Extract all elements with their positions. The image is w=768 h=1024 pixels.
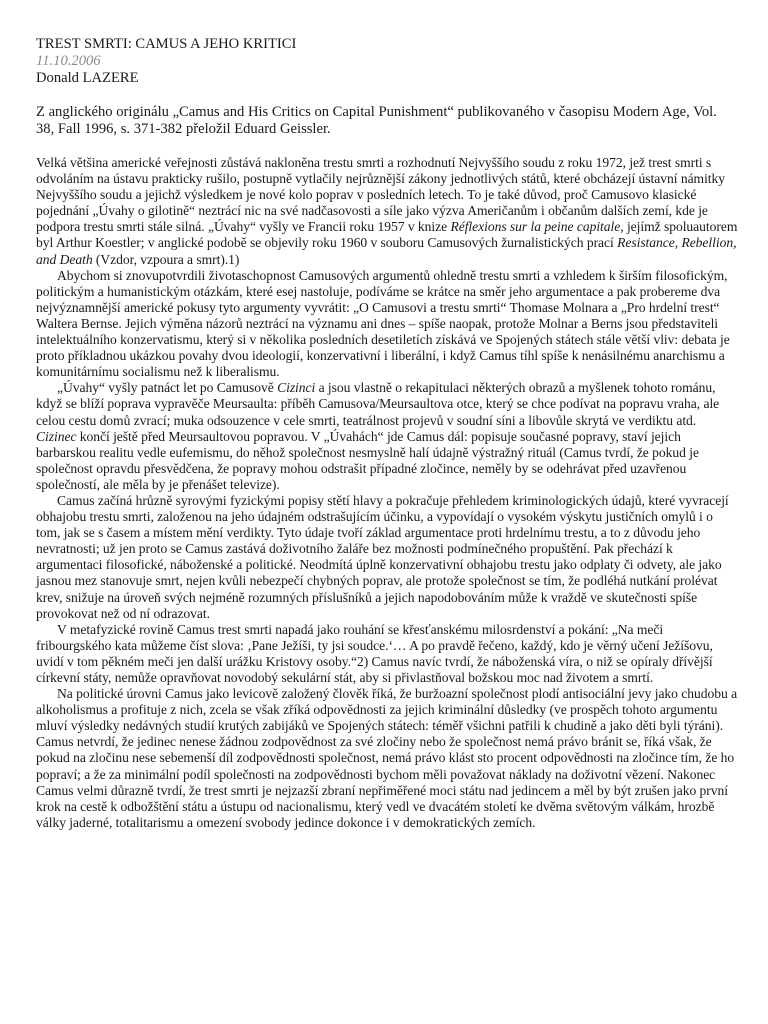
paragraph-text: končí ještě před Meursaultovou popravou. V „Úvahách“ jde Camus dál: popisuje současné popravy, staví jejich barbarskou realitu vedle eufemismu, do něhož společnost nesmyslně halí údajně výstražný rituál (Camus tvrdí, že pokud je společnost opravdu přesvědčena, že popravy mohou odstrašit případné zločince, neměly by se odehrávat před uzavřenou společností, ale měla by je přenášet televize). bbox=[36, 428, 699, 492]
body-paragraph bbox=[36, 268, 738, 381]
paragraph-text: Camus začíná hrůzně syrovými fyzickými popisy stětí hlavy a pokračuje přehledem kriminologických údajů, které vyvracejí obhajobu trestu smrti, založenou na jeho údajném odstrašujícím účinku, a vypovídají o vysokém výskytu justičních omylů i o tom, jak se s časem a místem mění verdikty. Tyto údaje tvoří základ argumentace proti hrdelnímu trestu, a to z důvodu jeho nevratnosti; už jen proto se Camus zastává doživotního žaláře bez možnosti podmínečného propuštění. Pak přechází k argumentaci filosofické, náboženské a politické. Neodmítá úplně konzervativní obhajobu trestu jako odplaty či odvety, ale jako jasnou mez stanovuje smrt, nejen kvůli nebezpečí chybných poprav, ale protože společnost se tím, že podléhá nutkání prolévat krev, snižuje na úroveň svých nejméně rozumných příslušníků a jejich napodobováním může k vraždě ve skutečnosti spíše provokovat než od ní odrazovat. bbox=[36, 492, 729, 621]
paragraph-text: V metafyzické rovině Camus trest smrti napadá jako rouhání se křesťanskému milosrdenství a pokání: „Na meči fribourgského kata můžeme číst slova: ‚Pane Ježíši, ty jsi soudce.‘… A po pravdě řečeno, každý, kdo je věrný učení Ježíšovu, uvidí v tom pěkném meči jen další urážku Kristovy osoby.“2) Camus navíc tvrdí, že náboženská víra, o niž se opíraly dřívější církevní státy, nemůže opravňovat novodobý sekulární stát, aby si přivlastňoval božskou moc nad životem a smrtí. bbox=[36, 621, 713, 685]
body-paragraph bbox=[36, 493, 738, 622]
paragraph-text: , jejímž spoluautorem byl Arthur Koestler; v anglické podobě se objevily roku 1960 v souboru Camusových žurnalistických prací bbox=[36, 219, 738, 251]
italic-title-text: Cizinci bbox=[277, 380, 316, 396]
paragraph-text: (Vzdor, vzpoura a smrt).1) bbox=[92, 251, 240, 267]
paragraph-text: „Úvahy“ vyšly patnáct let po Camusově bbox=[57, 380, 278, 396]
body-paragraph bbox=[36, 686, 738, 831]
article-title: TREST SMRTI: CAMUS A JEHO KRITICI bbox=[36, 36, 297, 52]
paragraph-text: a jsou vlastně o rekapitulaci některých obrazů a myšlenek tohoto románu, když se blíží poprava vypravěče Meursaulta: příběh Camusova/Meursaultova otce, který se chce podívat na popravu vraha, ale celou cestu domů zvrací; muka odsouzence v cele smrti, teatrálnost projevů v soudní síni a libovůle skrytá ve verdiktu atd. bbox=[36, 380, 720, 428]
italic-title-text: Resistance, Rebellion, and Death bbox=[36, 235, 737, 267]
body-paragraph bbox=[36, 380, 738, 493]
body-paragraph bbox=[36, 622, 738, 686]
article-author: Donald LAZERE bbox=[36, 70, 139, 86]
italic-title-text: Cizinec bbox=[36, 428, 77, 444]
paragraph-text: Abychom si znovupotvrdili životaschopnost Camusových argumentů ohledně trestu smrti a vzhledem k širším filosofickým, politickým a humanistickým otázkám, které esej nastoluje, podíváme se krátce na směr jeho argumentace a pak probereme dva nejvýznamnější americké pokusy tyto argumenty vyvrátit: „O Camusovi a trestu smrti“ Thomase Molnara a „Pro hrdelní trest“ Waltera Bernse. Jejich výměna názorů neztrácí na významu ani dnes – spíše naopak, protože Molnar a Berns jsou představiteli intelektuálního konzervatismu, který si v několika posledních desetiletích získává ve Spojených státech stále větší vliv: debata je proto příkladnou ukázkou povahy dvou ideologií, konzervativní i liberální, i když Camus tíhl spíše k nenásilnému anarchismu a komunitárnímu socialismu než k liberalismu. bbox=[36, 267, 730, 380]
paragraph-text: Na politické úrovni Camus jako levicově založený člověk říká, že buržoazní společnost plodí antisociální jevy jako chudobu a alkoholismus a profituje z nich, zcela se však zříká odpovědnosti za jejich kriminální důsledky (ve prospěch tohoto argumentu mluví výsledky nedávných studií krutých zabijáků ve Spojených státech: téměř všichni patřili k chudině a jako děti byli týráni). Camus netvrdí, že jedinec nenese žádnou zodpovědnost za své zločiny nebo že společnost nemá právo bránit se, říká však, že pokud na zločinu nese sebemenší díl zodpovědnosti společnost, nemá právo klást sto procent odpovědnosti na zločince tím, že ho popraví; a že za minimální podíl společnosti na zodpovědnosti bychom měli považovat náklady na doživotní vězení. Nakonec Camus velmi důrazně tvrdí, že trest smrti je nejzazší zbraní nepřiměřené moci státu nad jedincem a měl by být zrušen jako první krok na cestě k odbožštění státu a ústupu od nacionalismu, který vedl ve dvacátém století ke dvěma světovým válkám, hrozbě války jaderné, totalitarismu a omezení svobody jedince dokonce i v demokratických zemích. bbox=[36, 686, 738, 830]
article bbox=[36, 36, 738, 831]
body-paragraph bbox=[36, 155, 738, 268]
article-body bbox=[36, 155, 738, 831]
translation-note: Z anglického originálu „Camus and His Critics on Capital Punishment“ publikovaného v časopisu Modern Age, Vol. 38, Fall 1996, s. 371-382 přeložil Eduard Geissler. bbox=[36, 104, 717, 137]
article-date: 11.10.2006 bbox=[36, 53, 101, 69]
italic-title-text: Réflexions sur la peine capitale bbox=[450, 219, 621, 235]
paragraph-text: Velká většina americké veřejnosti zůstává nakloněna trestu smrti a rozhodnutí Nejvyššího soudu z roku 1972, jež trest smrti s odvoláním na ústavu prakticky rušilo, postupně vytlačily nejrůznější zákony jednotlivých států, které obcházejí ústavní námitky Nejvyššího soudu a jejichž výsledkem je nové kolo poprav v posledních letech. To je také důvod, proč Camusovo klasické pojednání „Úvahy o gilotině“ neztrácí nic na své nadčasovosti a síle jako výzva Američanům i občanům dalších zemí, kde je podpora trestu smrti stále silná. „Úvahy“ vyšly ve Francii roku 1957 v knize bbox=[36, 155, 726, 235]
